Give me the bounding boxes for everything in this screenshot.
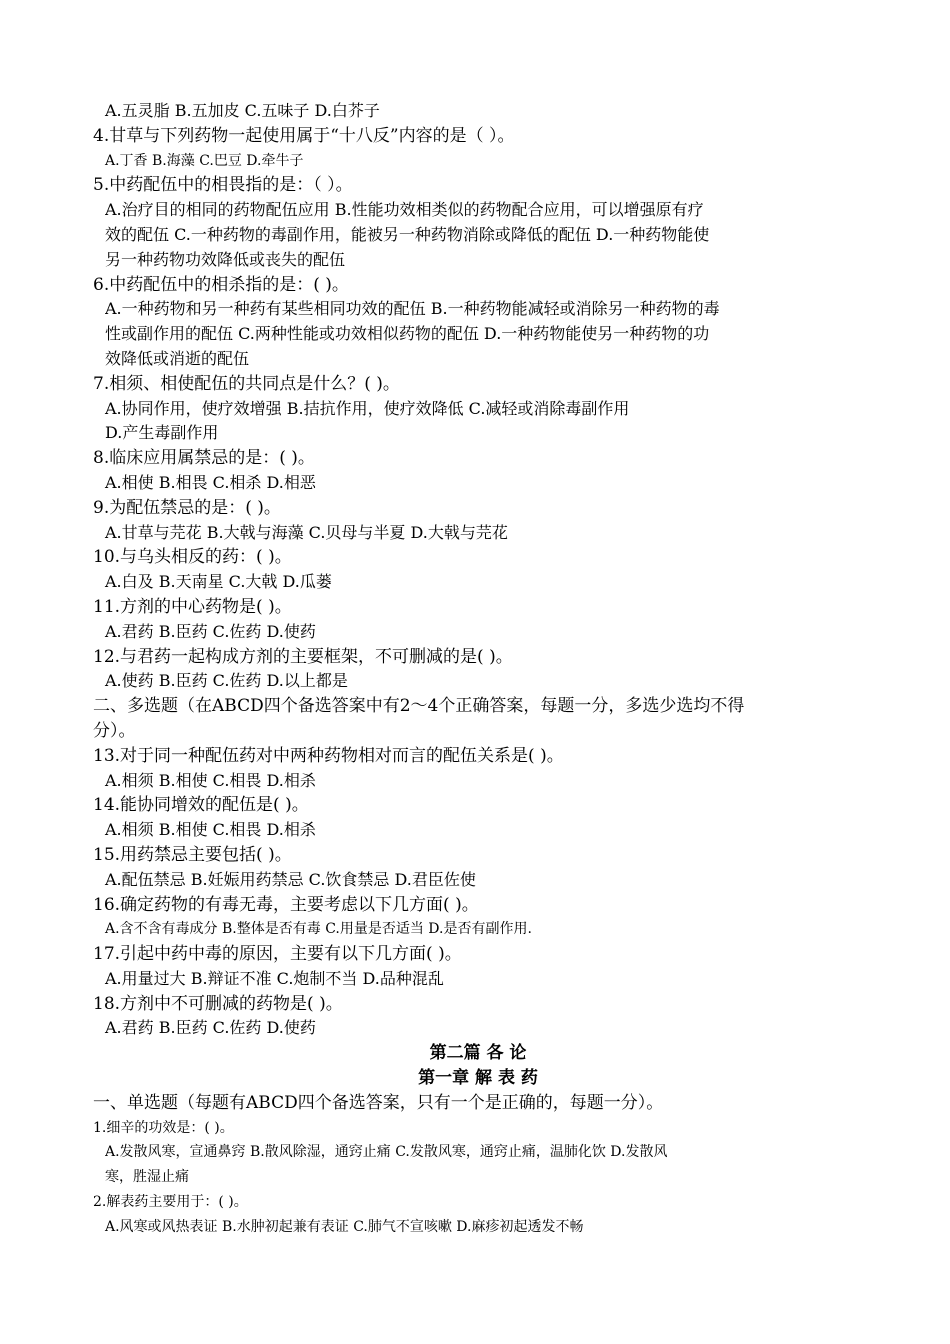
question-line: 16.确定药物的有毒无毒，主要考虑以下几方面( )。 — [93, 894, 479, 915]
options-line: A.使药 B.臣药 C.佐药 D.以上都是 — [105, 671, 348, 691]
options-line: A.协同作用，使疗效增强 B.拮抗作用，使疗效降低 C.减轻或消除毒副作用 — [105, 398, 630, 418]
question-line: 9.为配伍禁忌的是：( )。 — [93, 497, 281, 518]
question-line: 2.解表药主要用于：( )。 — [93, 1194, 248, 1211]
options-block — [93, 1140, 863, 1190]
text-line: 另一种药物功效降低或丧失的配伍 — [105, 249, 346, 269]
chapter-title: 第二篇 各 论 — [429, 1043, 527, 1064]
text-line: A.治疗目的相同的药物配伍应用 B.性能功效相类似的药物配合应用，可以增强原有疗 — [105, 200, 704, 220]
question-line: 15.用药禁忌主要包括( )。 — [93, 844, 292, 865]
question-line: 12.与君药一起构成方剂的主要框架，不可删减的是( )。 — [93, 646, 513, 667]
text-line: A.一种药物和另一种药有某些相同功效的配伍 B.一种药物能减轻或消除另一种药物的毒 — [105, 299, 720, 319]
question-line: 5.中药配伍中的相畏指的是：（ ）。 — [93, 175, 353, 196]
question-line: 6.中药配伍中的相杀指的是：( )。 — [93, 274, 349, 295]
question-line: 13.对于同一种配伍药对中两种药物相对而言的配伍关系是( )。 — [93, 745, 564, 766]
text-line: A.发散风寒，宣通鼻窍 B.散风除湿，通窍止痛 C.发散风寒，通窍止痛，温肺化饮 D.发散风 — [105, 1144, 668, 1161]
question-line: 10.与乌头相反的药：( )。 — [93, 547, 292, 568]
question-line: 一、单选题（每题有ABCD四个备选答案，只有一个是正确的，每题一分）。 — [93, 1092, 664, 1113]
options-line: A.君药 B.臣药 C.佐药 D.使药 — [105, 621, 316, 641]
options-line: A.风寒或风热表证 B.水肿初起兼有表证 C.肺气不宣咳嗽 D.麻疹初起透发不畅 — [105, 1219, 584, 1236]
options-line: A.白及 B.天南星 C.大戟 D.瓜蒌 — [105, 572, 332, 592]
question-line: 17.引起中药中毒的原因，主要有以下几方面( )。 — [93, 944, 462, 965]
options-line: A.含不含有毒成分 B.整体是否有毒 C.用量是否适当 D.是否有副作用. — [105, 921, 532, 938]
options-line: A.五灵脂 B.五加皮 C.五味子 D.白芥子 — [105, 101, 380, 120]
options-line: A.配伍禁忌 B.妊娠用药禁忌 C.饮食禁忌 D.君臣佐使 — [105, 869, 476, 889]
text-line: 分）。 — [93, 720, 136, 741]
options-line: A.相使 B.相畏 C.相杀 D.相恶 — [105, 472, 316, 492]
question-line: 1.细辛的功效是：( )。 — [93, 1119, 234, 1136]
text-line: 二、多选题（在ABCD四个备选答案中有2～4个正确答案，每题一分，多选少选均不得 — [93, 696, 745, 717]
options-block — [93, 297, 863, 371]
options-line: A.甘草与芫花 B.大戟与海藻 C.贝母与半夏 D.大戟与芫花 — [105, 522, 508, 542]
options-line: A.相须 B.相使 C.相畏 D.相杀 — [105, 770, 316, 790]
options-line: A.丁香 B.海藻 C.巴豆 D.牵牛子 — [105, 152, 304, 169]
document-page — [93, 99, 863, 1240]
options-line: D.产生毒副作用 — [105, 423, 219, 443]
text-line: 效的配伍 C.一种药物的毒副作用，能被另一种药物消除或降低的配伍 D.一种药物能使 — [105, 224, 710, 244]
section-heading — [93, 694, 863, 744]
text-line: 效降低或消逝的配伍 — [105, 348, 250, 368]
question-line: 11.方剂的中心药物是( )。 — [93, 596, 292, 617]
question-line: 4.甘草与下列药物一起使用属于“十八反”内容的是（ ）。 — [93, 125, 515, 146]
options-line: A.君药 B.臣药 C.佐药 D.使药 — [105, 1018, 316, 1038]
text-line: 性或副作用的配伍 C.两种性能或功效相似药物的配伍 D.一种药物能使另一种药物的功 — [105, 324, 710, 344]
question-line: 7.相须、相使配伍的共同点是什么？( )。 — [93, 373, 400, 394]
options-block — [93, 198, 863, 272]
question-line: 14.能协同增效的配伍是( )。 — [93, 795, 309, 816]
options-line: A.相须 B.相使 C.相畏 D.相杀 — [105, 820, 316, 840]
options-line: A.用量过大 B.辩证不准 C.炮制不当 D.品种混乱 — [105, 968, 444, 988]
question-line: 18.方剂中不可删减的药物是( )。 — [93, 993, 343, 1014]
question-line: 8.临床应用属禁忌的是：( )。 — [93, 448, 315, 469]
text-line: 寒，胜湿止痛 — [105, 1169, 189, 1186]
chapter-title: 第一章 解 表 药 — [418, 1068, 538, 1089]
